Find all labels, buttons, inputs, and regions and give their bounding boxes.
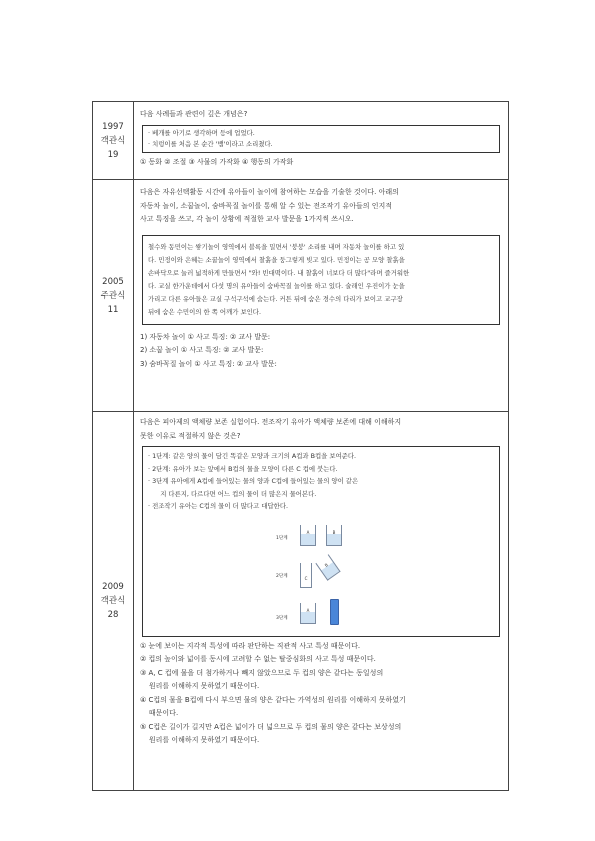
question-number: 28 — [107, 610, 119, 620]
question-number: 19 — [107, 149, 119, 160]
answer-line: ③ A, C 컵에 물을 더 첨가하거나 빼지 않았으므로 두 컵의 양은 같다는 동일성의 — [140, 668, 384, 677]
question-line: 못한 이유로 적절하지 않은 것은? — [140, 431, 241, 440]
question-line: 자동차 놀이, 소꿉놀이, 숨바꼭질 놀이를 통해 알 수 있는 전조작기 유아들의 인지적 — [140, 201, 393, 210]
question-body — [134, 412, 508, 790]
box-line: 손바닥으로 눌러 넓적하게 만들면서 "와! 빈대떡이다. 내 찰흙이 너보다 더 많다"라며 즐거워한 — [148, 268, 410, 277]
cup-b: B — [326, 525, 342, 546]
question-type: 객관식 — [100, 596, 126, 606]
box-line: 철수와 동민이는 쌓기놀이 영역에서 블록을 밀면서 '붕붕' 소리를 내며 자동차 놀이를 하고 있 — [148, 242, 405, 251]
stage-label: 3단계 — [276, 615, 288, 621]
scenario-box — [142, 235, 500, 325]
question-line: 다음은 피아제의 액체량 보존 실험이다. 전조작기 유아가 액체량 보존에 대해 이해하지 — [140, 418, 402, 426]
example-box — [142, 125, 500, 153]
answer-line: 원리를 이해하지 못하였기 때문이다. — [140, 682, 260, 690]
year-cell — [93, 412, 134, 790]
year-cell — [93, 102, 134, 179]
table-row — [93, 102, 508, 180]
answer-options: ① 동화 ② 조절 ③ 사물의 가작화 ④ 행동의 가작화 — [140, 157, 294, 166]
answer-line: 2) 소꿉 놀이 ① 사고 특징: ② 교사 발문: — [140, 346, 264, 354]
answer-line: 원리를 이해하지 못하였기 때문이다. — [140, 736, 260, 744]
table-row — [93, 180, 508, 412]
question-body — [134, 180, 508, 411]
box-line: · 전조작기 유아는 C컵의 물이 더 많다고 대답한다. — [148, 502, 289, 510]
answer-line: ④ C컵의 물을 B컵에 다시 부으면 물의 양은 같다는 가역성의 원리를 이해하지 못하였기 — [140, 695, 406, 704]
box-line: 다. 민정이와 은혜는 소꿉놀이 영역에서 찰흙을 둥그렇게 빚고 있다. 민정이는 공 모양 찰흙을 — [148, 255, 405, 264]
box-line: 다. 교실 한가운데에서 다섯 명의 유아들이 숨바꼭질 놀이를 하고 있다. 술래인 우진이가 눈을 — [148, 281, 405, 290]
question-text: 다음 사례들과 관련이 깊은 개념은? — [140, 110, 248, 118]
box-line: · 베개를 아기로 생각하며 등에 업었다. — [148, 128, 255, 137]
box-line: · 치렁이를 처음 본 순간 '뱀'이라고 소리쳤다. — [148, 139, 273, 148]
experiment-box — [142, 446, 500, 637]
question-type: 객관식 — [100, 135, 126, 146]
cup-c-empty: C — [300, 563, 312, 588]
answer-line: ② 컵의 높이와 넓이를 동시에 고려할 수 없는 탈중심화의 사고 특성 때문이다. — [140, 655, 376, 663]
cup-c-tall — [330, 599, 339, 625]
cup-a: A — [300, 603, 316, 624]
conservation-figure — [276, 519, 366, 629]
exam-year: 2005 — [102, 276, 124, 287]
question-line: 사고 특징을 쓰고, 각 놀이 상황에 적절한 교사 발문을 1가지씩 쓰시오. — [140, 215, 354, 223]
table-row — [93, 412, 508, 790]
exam-year: 1997 — [102, 121, 124, 132]
box-line: 가리고 다른 유아들은 교실 구석구석에 숨는다. 커튼 뒤에 숨은 경수의 다리가 보이고 교구장 — [148, 294, 403, 303]
cup-a: A — [300, 525, 316, 546]
answer-line: 1) 자동차 놀이 ① 사고 특징: ② 교사 발문: — [140, 332, 271, 341]
box-line: · 2단계: 유아가 보는 앞에서 B컵의 물을 모양이 다른 C 컵에 붓는다. — [148, 464, 338, 473]
answer-line: 때문이다. — [140, 709, 179, 717]
question-body — [134, 102, 508, 179]
question-number: 11 — [107, 304, 119, 315]
question-line: 다음은 자유선택활동 시간에 유아들이 놀이에 참여하는 모습을 기술한 것이다. 아래의 — [140, 188, 399, 196]
box-line: 뒤에 숨은 수민이의 한 쪽 어깨가 보인다. — [148, 307, 261, 316]
stage-label: 2단계 — [276, 573, 288, 579]
year-cell — [93, 180, 134, 411]
exam-table — [92, 101, 509, 791]
box-line: 지 다른지, 다르다면 어느 컵의 물이 더 많은지 물어본다. — [148, 489, 317, 498]
answer-line: ① 눈에 보이는 지각적 특성에 따라 판단하는 직관적 사고 특성 때문이다. — [140, 641, 361, 650]
answer-line: 3) 숨바꼭질 놀이 ① 사고 특징: ② 교사 발문: — [140, 359, 277, 368]
stage-label: 1단계 — [276, 535, 288, 541]
answer-line: ⑤ C컵은 길이가 길지만 A컵은 넓이가 더 넓으므로 두 컵의 물의 양은 같다는 보상성의 — [140, 722, 402, 731]
cup-b-tilted: B — [315, 554, 340, 580]
exam-year: 2009 — [102, 582, 124, 592]
question-type: 주관식 — [100, 290, 126, 301]
box-line: · 3단계 유아에게 A컵에 들어있는 물의 양과 C컵에 들어있는 물의 양이 같은 — [148, 477, 359, 485]
box-line: · 1단계: 같은 양의 물이 담긴 똑같은 모양과 크기의 A컵과 B컵을 보여준다. — [148, 452, 357, 460]
